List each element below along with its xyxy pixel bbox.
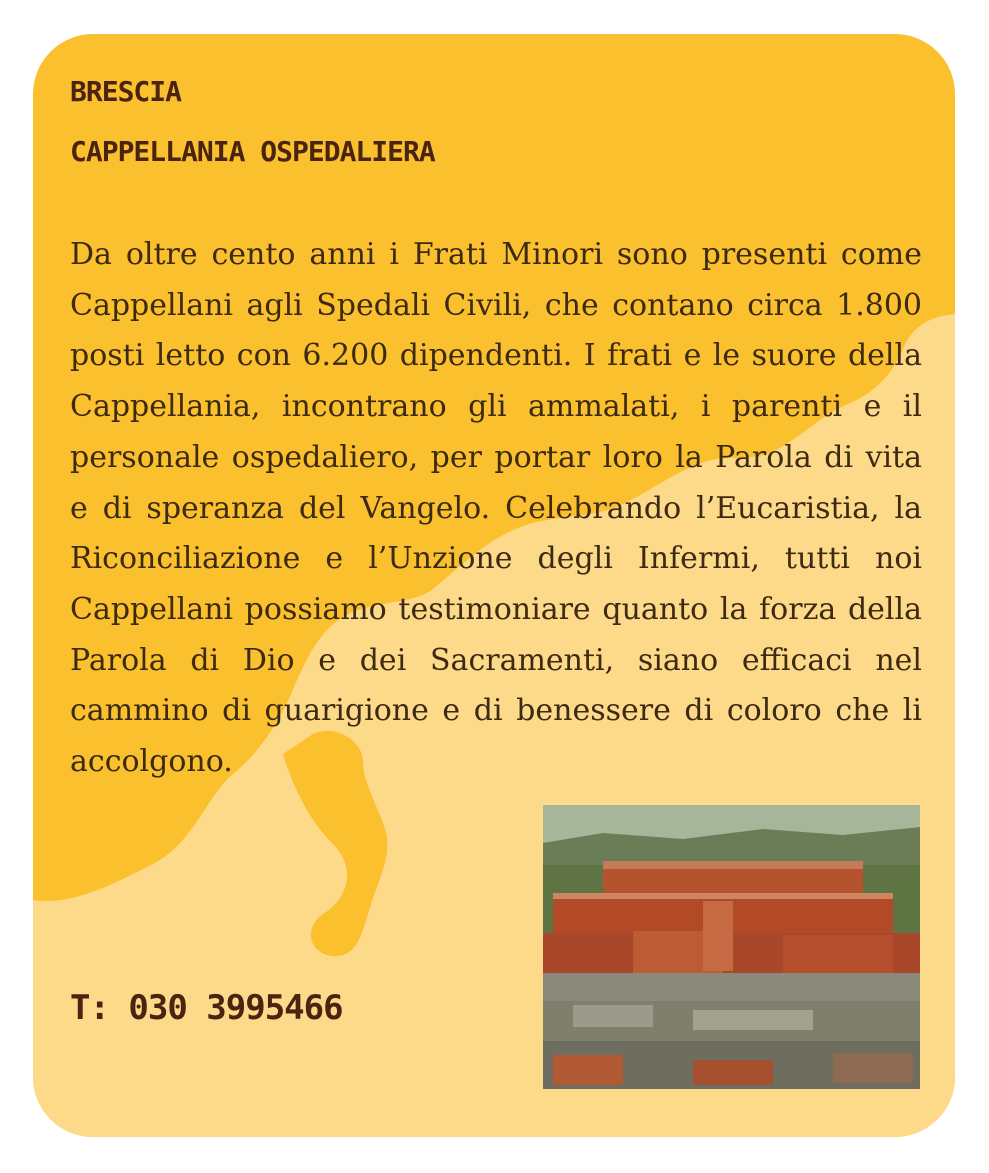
description-text: Da oltre cento anni i Frati Minori sono presenti come Cappellani agli Spedali Civili, che contano circa 1.800 posti letto con 6.200 dipendenti. I frati e le suore della Cappellania, incontrano gli ammalati, i parenti e il personale ospedaliero, per portar loro la Parola di vita e di speranza del Vangelo. Celebrando l’Eucaristia, la Riconciliazione e l’Unzione degli Infermi, tutti noi Cappellani possiamo testimoniare quanto la forza della Parola di Dio e dei Sacramenti, siano efficaci nel cammino di guarigione e di benessere di coloro che li accolgono. bbox=[70, 237, 922, 780]
city-title: BRESCIA bbox=[70, 75, 182, 108]
phone-number: T: 030 3995466 bbox=[70, 988, 343, 1028]
chaplaincy-title: CAPPELLANIA OSPEDALIERA bbox=[70, 135, 435, 168]
info-card bbox=[33, 34, 955, 1137]
hospital-photo bbox=[543, 805, 920, 1089]
